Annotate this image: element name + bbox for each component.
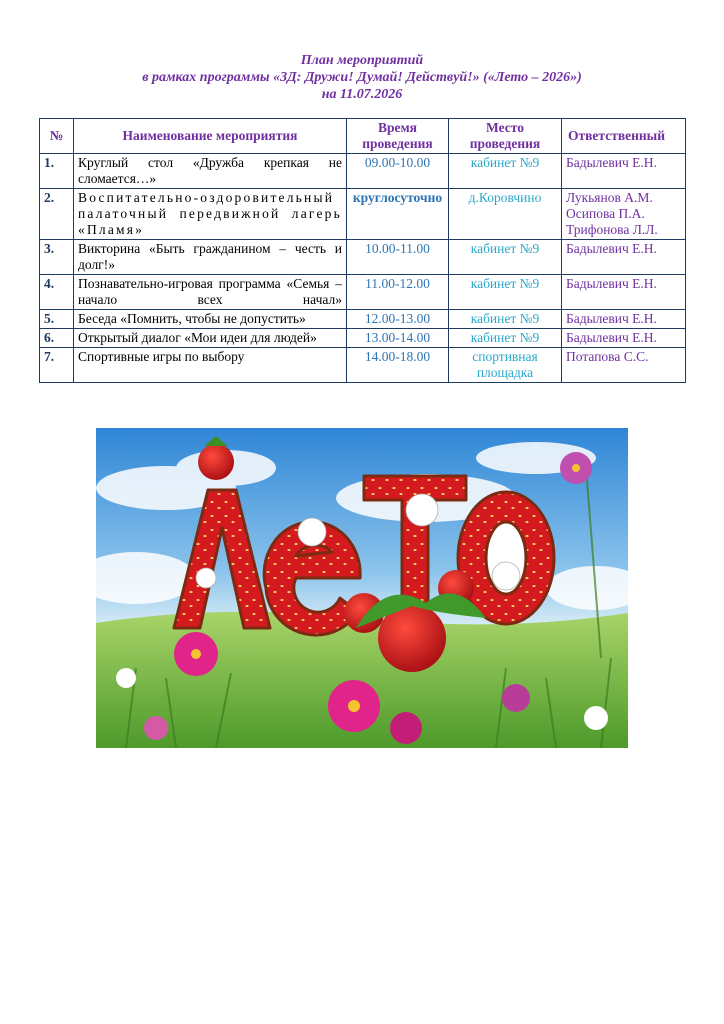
row-num: 2. xyxy=(40,189,74,240)
row-num: 5. xyxy=(40,310,74,329)
row-resp: Бадылевич Е.Н. xyxy=(562,240,686,275)
document-header xyxy=(0,52,724,103)
row-time: 11.00-12.00 xyxy=(347,275,449,310)
header-date: на 11.07.2026 xyxy=(321,87,403,102)
row-num: 6. xyxy=(40,329,74,348)
row-resp-person: Осипова П.А. xyxy=(566,206,645,221)
row-place: спортивная площадка xyxy=(449,348,562,383)
header-place-line1: Место xyxy=(486,120,524,135)
events-table xyxy=(39,118,686,383)
row-name: Спортивные игры по выбору xyxy=(74,348,347,383)
header-time-line2: проведения xyxy=(362,136,433,151)
header-title: План мероприятий xyxy=(300,53,424,68)
row-place: кабинет №9 xyxy=(449,310,562,329)
row-time: 14.00-18.00 xyxy=(347,348,449,383)
row-resp: Бадылевич Е.Н. xyxy=(562,154,686,189)
table-row xyxy=(40,348,686,383)
row-time: 09.00-10.00 xyxy=(347,154,449,189)
row-time: 12.00-13.00 xyxy=(347,310,449,329)
row-name: Открытый диалог «Мои идеи для людей» xyxy=(74,329,347,348)
row-name: Беседа «Помнить, чтобы не допустить» xyxy=(74,310,347,329)
table-row xyxy=(40,240,686,275)
table-row xyxy=(40,189,686,240)
row-num: 1. xyxy=(40,154,74,189)
header-time-line1: Время xyxy=(377,120,417,135)
row-name: Познавательно-игровая программа «Семья – начало всех начал» xyxy=(74,275,347,310)
table-row xyxy=(40,154,686,189)
header-place xyxy=(449,119,562,154)
header-program: в рамках программы «3Д: Дружи! Думай! Действуй!» («Лето – 2026») xyxy=(142,70,582,85)
row-time: 13.00-14.00 xyxy=(347,329,449,348)
table-header-row xyxy=(40,119,686,154)
row-place: кабинет №9 xyxy=(449,240,562,275)
header-resp: Ответственный xyxy=(562,119,686,154)
row-resp xyxy=(562,189,686,240)
header-name: Наименование мероприятия xyxy=(74,119,347,154)
row-time: 10.00-11.00 xyxy=(347,240,449,275)
row-resp: Потапова С.С. xyxy=(562,348,686,383)
summer-banner-image xyxy=(96,428,628,748)
row-resp-person: Трифонова Л.Л. xyxy=(566,222,658,237)
row-place: кабинет №9 xyxy=(449,275,562,310)
row-name: Круглый стол «Дружба крепкая не сломается…» xyxy=(74,154,347,189)
header-time xyxy=(347,119,449,154)
row-place: д.Коровчино xyxy=(449,189,562,240)
row-resp: Бадылевич Е.Н. xyxy=(562,310,686,329)
row-num: 7. xyxy=(40,348,74,383)
row-time: круглосуточно xyxy=(347,189,449,240)
row-name: Воспитательно-оздоровительный палаточный передвижной лагерь «Пламя» xyxy=(74,189,347,240)
table-row xyxy=(40,329,686,348)
row-resp-person: Лукьянов А.М. xyxy=(566,190,653,205)
row-num: 3. xyxy=(40,240,74,275)
header-place-line2: проведения xyxy=(469,136,541,151)
row-resp: Бадылевич Е.Н. xyxy=(562,275,686,310)
table-row xyxy=(40,310,686,329)
row-place: кабинет №9 xyxy=(449,154,562,189)
row-name: Викторина «Быть гражданином – честь и долг!» xyxy=(74,240,347,275)
row-num: 4. xyxy=(40,275,74,310)
header-num: № xyxy=(40,119,74,154)
row-resp: Бадылевич Е.Н. xyxy=(562,329,686,348)
table-row xyxy=(40,275,686,310)
row-place: кабинет №9 xyxy=(449,329,562,348)
